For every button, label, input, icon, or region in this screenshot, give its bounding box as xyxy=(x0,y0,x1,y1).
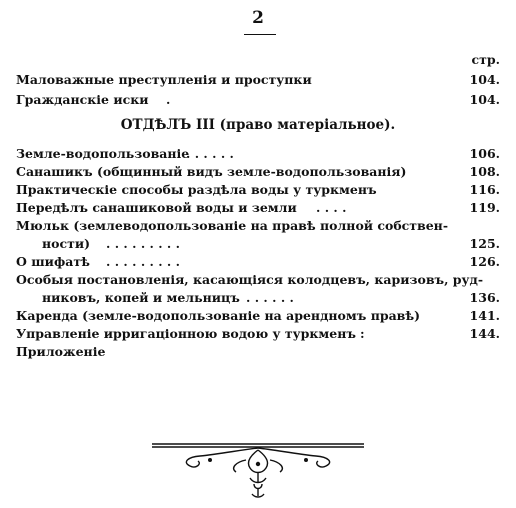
toc-entry xyxy=(16,181,500,199)
toc-entry xyxy=(16,91,500,109)
toc-entry xyxy=(16,163,500,181)
toc-entry-page: 144. xyxy=(469,326,500,341)
toc-entry-page: 116. xyxy=(469,182,500,197)
toc-entry xyxy=(16,145,500,163)
toc-entry-leader: . . . . . . . . . xyxy=(106,236,180,251)
toc-entry-leader: . . . . . . . . . xyxy=(106,254,180,269)
toc-entry xyxy=(16,235,500,253)
toc-entry-page: 104. xyxy=(469,92,500,107)
toc-entry-title: Гражданскіе иски xyxy=(16,92,149,107)
toc-entry-page: 136. xyxy=(469,290,500,305)
decorative-ornament xyxy=(150,438,366,500)
toc-entry-title: Мюльк (землеводопользованіе на правѣ полной собствен- xyxy=(16,218,449,233)
toc-entry-leader: . . . . xyxy=(316,200,347,215)
toc-entry xyxy=(16,253,500,271)
toc-entry-page: 126. xyxy=(469,254,500,269)
toc-entry-page: 106. xyxy=(469,146,500,161)
toc-entry xyxy=(16,199,500,217)
toc-entry-title: О шифатѣ xyxy=(16,254,90,269)
toc-entry-leader: . . . . . . xyxy=(186,146,234,161)
section-heading: ОТДѢЛЪ III (право матеріальное). xyxy=(120,117,396,133)
toc-entry-page: 108. xyxy=(469,164,500,179)
page-number: 2 xyxy=(252,8,264,28)
toc-entry-leader: . . . . . . xyxy=(246,290,294,305)
toc-entry-title: Земле-водопользованіе xyxy=(16,146,190,161)
toc-entry-title: Каренда (земле-водопользованіе на арендномъ правѣ) xyxy=(16,308,421,323)
toc-entry xyxy=(16,289,500,307)
toc-entry-page: 125. xyxy=(469,236,500,251)
toc-entry xyxy=(16,307,500,325)
toc-entry xyxy=(16,325,500,343)
toc-entry-title: Управленіе ирригаціонною водою у туркменъ xyxy=(16,326,356,341)
toc-entry-leader: : xyxy=(360,326,365,341)
toc-entry-leader: . xyxy=(166,92,171,107)
page-number-rule xyxy=(244,34,276,35)
toc-entry xyxy=(16,71,500,89)
toc-entry-page: 119. xyxy=(469,200,500,215)
toc-entry-page: 104. xyxy=(469,72,500,87)
toc-entry-title: Санашикъ (общинный видъ земле-водопользованія) xyxy=(16,164,407,179)
toc-entry-title: Практическіе способы раздѣла воды у туркменъ xyxy=(16,182,377,197)
toc-entry-title: Особыя постановленія, касающіяся колодцевъ, каризовъ, руд- xyxy=(16,272,484,287)
toc-entry-title: никовъ, копей и мельницъ xyxy=(42,290,240,305)
toc-entry-title: ности) xyxy=(42,236,91,251)
toc-entry xyxy=(16,271,500,289)
toc-entry xyxy=(16,217,500,235)
toc-entry-page: 141. xyxy=(469,308,500,323)
toc-entry-title: Приложеніе xyxy=(16,344,106,359)
toc-entry-title: Передѣлъ санашиковой воды и земли xyxy=(16,200,297,215)
toc-entry xyxy=(16,343,500,361)
page-column-header: стр. xyxy=(471,52,500,67)
toc-entry-title: Маловажные преступленія и проступки xyxy=(16,72,312,87)
